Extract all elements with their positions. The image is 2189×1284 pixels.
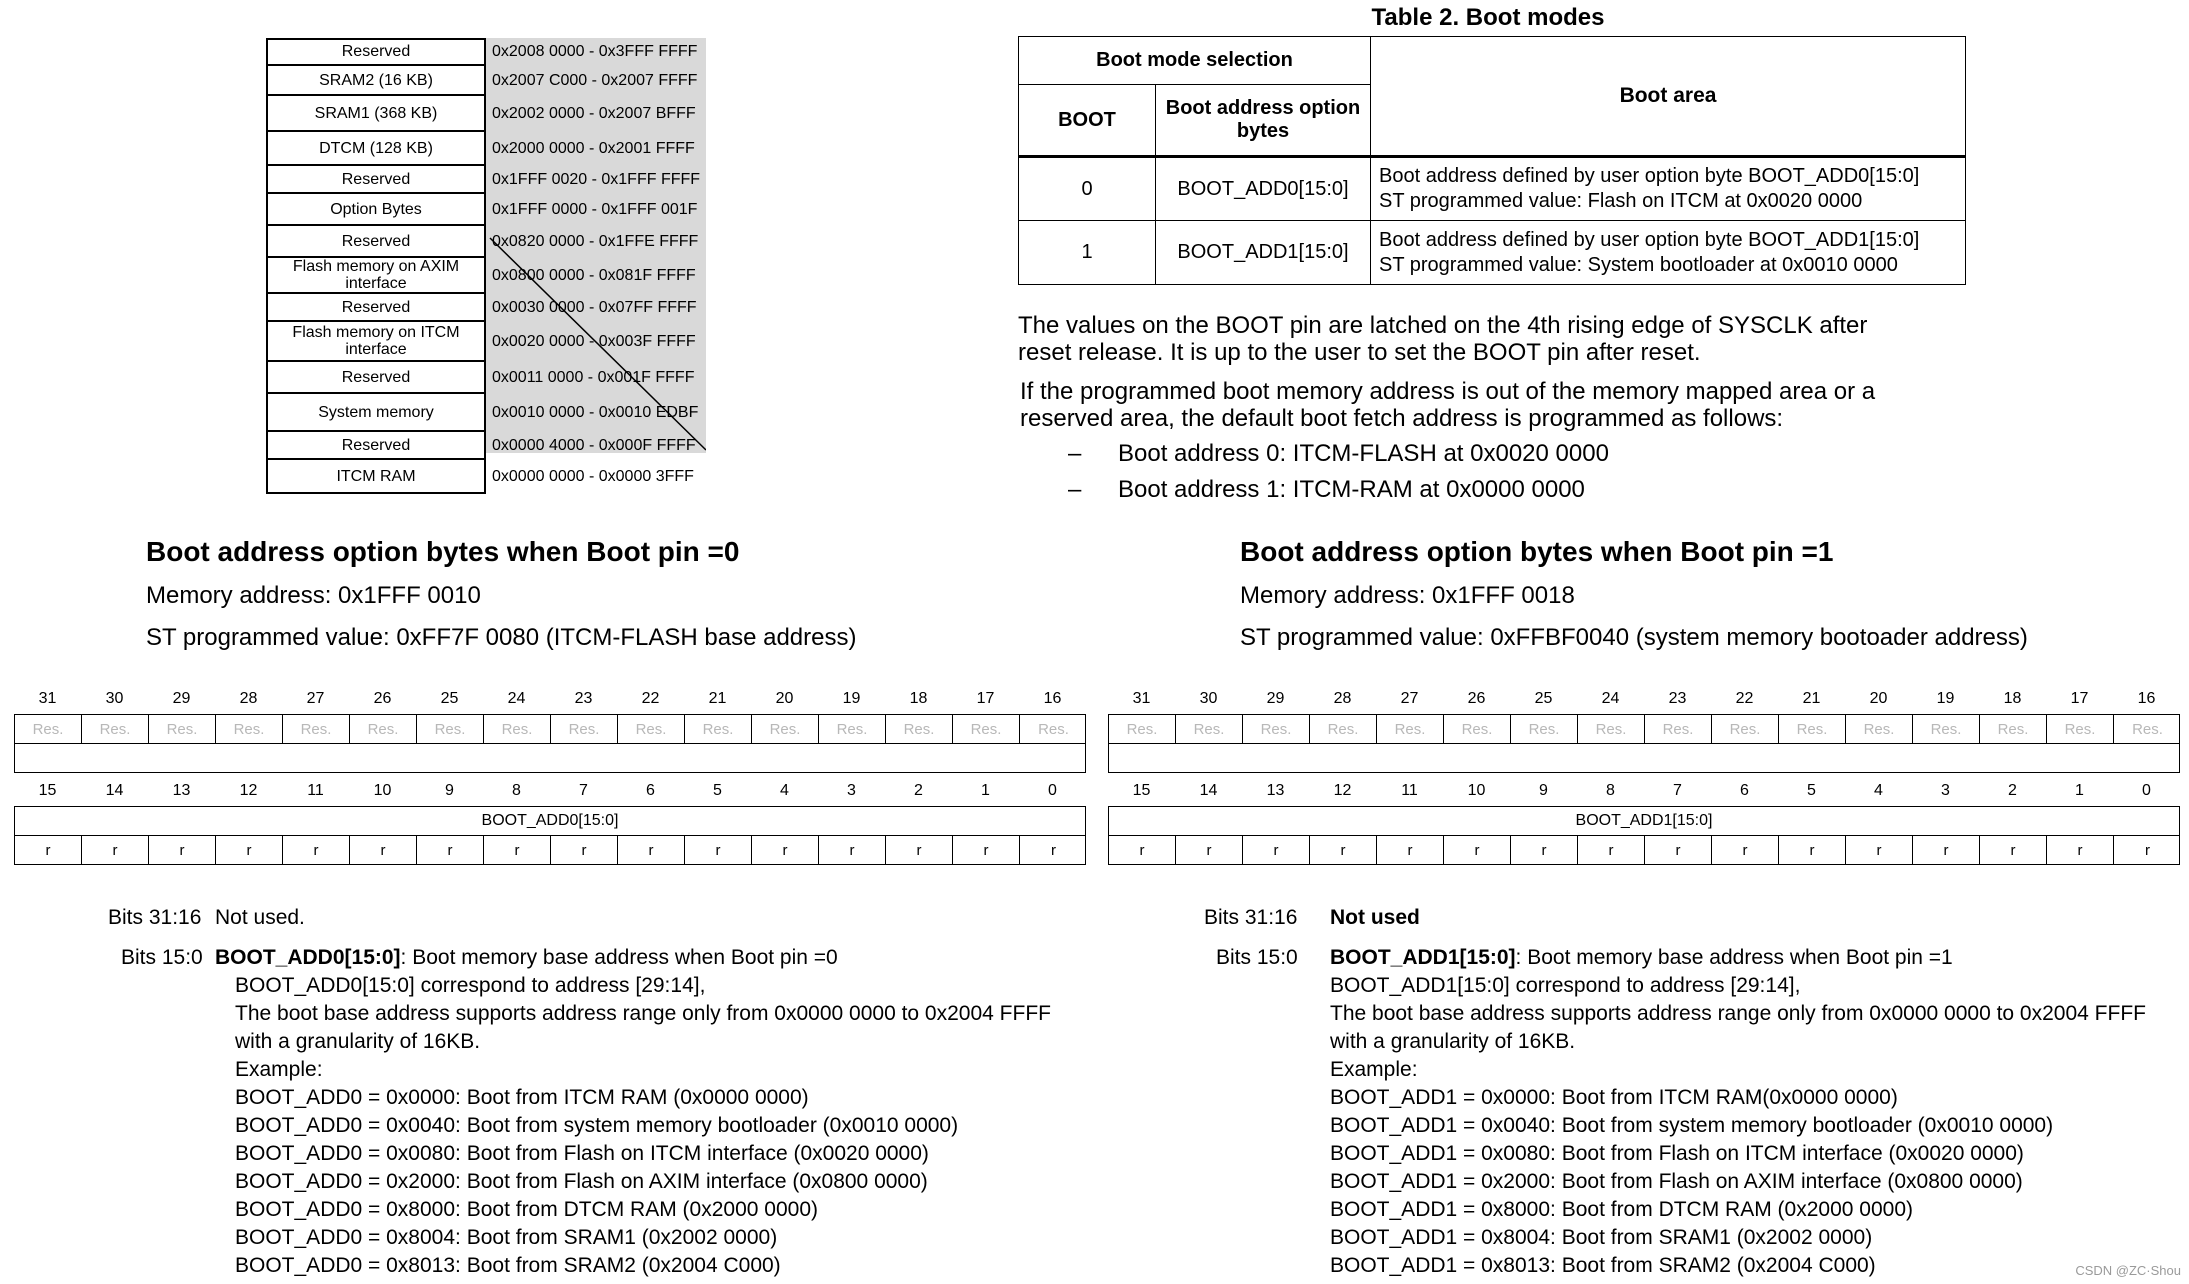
reserved-bit-cell: Res. xyxy=(618,715,685,743)
access-cell: r xyxy=(1051,841,1056,859)
bit-number: 31 xyxy=(38,690,57,707)
header-boot-mode-selection: Boot mode selection xyxy=(1019,37,1371,85)
bit-number: 0 xyxy=(1048,782,1057,799)
left-field-desc: : Boot memory base address when Boot pin =0 xyxy=(400,946,838,969)
access-cell: r xyxy=(618,836,685,864)
bit-number: 11 xyxy=(1401,782,1418,799)
reserved-bit-cell: Res. xyxy=(1310,715,1377,743)
bit-number: 3 xyxy=(847,782,856,799)
bit-number: 28 xyxy=(239,690,258,707)
left-memory-address: Memory address: 0x1FFF 0010 xyxy=(146,582,481,609)
reserved-access-row xyxy=(14,743,1086,773)
access-cell: r xyxy=(1913,836,1980,864)
reserved-bit-cell: Res. xyxy=(350,715,417,743)
reserved-bit-cell: Res. xyxy=(1645,715,1712,743)
bit-number: 2 xyxy=(914,782,923,799)
bit-number: 9 xyxy=(445,782,454,799)
memory-region-label: Reserved xyxy=(266,294,486,322)
description-line: BOOT_ADD0 = 0x2000: Boot from Flash on AXIM interface (0x0800 0000) xyxy=(235,1170,928,1193)
register-diagram-right xyxy=(1108,690,2180,870)
bit-number: 27 xyxy=(306,690,325,707)
bit-number: 26 xyxy=(1467,690,1486,707)
bit-number: 29 xyxy=(1266,690,1285,707)
access-row xyxy=(14,835,1086,865)
bit-number: 2 xyxy=(2008,782,2017,799)
right-memory-address: Memory address: 0x1FFF 0018 xyxy=(1240,582,1575,609)
memory-region-range: 0x0800 0000 - 0x081F FFFF xyxy=(492,267,696,284)
description-line: BOOT_ADD1 = 0x8000: Boot from DTCM RAM (0x2000 0000) xyxy=(1330,1198,1913,1221)
reserved-bit-cell: Res. xyxy=(283,715,350,743)
bit-number: 22 xyxy=(1735,690,1754,707)
bit-number: 8 xyxy=(512,782,521,799)
option-value: BOOT_ADD0[15:0] xyxy=(1156,157,1371,221)
access-cell: r xyxy=(953,836,1020,864)
memory-map-row xyxy=(266,432,706,460)
right-bits-high-label: Bits 31:16 xyxy=(1204,906,1298,929)
memory-region-label: Reserved xyxy=(266,38,486,66)
bit-number: 21 xyxy=(708,690,727,707)
reserved-bit-cell: Res. xyxy=(2047,715,2114,743)
reserved-bit-cell: Res. xyxy=(216,715,283,743)
left-bits-low-label: Bits 15:0 xyxy=(121,946,203,969)
bit-number: 22 xyxy=(641,690,660,707)
right-field-desc: : Boot memory base address when Boot pin =1 xyxy=(1515,946,1953,969)
bullet-mark: – xyxy=(1068,476,1082,503)
memory-region-range: 0x0030 0000 - 0x07FF FFFF xyxy=(492,299,697,316)
reserved-bits-row xyxy=(14,714,1086,744)
access-cell: r xyxy=(1511,836,1578,864)
bit-number: 20 xyxy=(1869,690,1888,707)
bit-number: 10 xyxy=(373,782,392,799)
bit-number: 26 xyxy=(373,690,392,707)
memory-region-label: Reserved xyxy=(266,166,486,194)
boot-value: 1 xyxy=(1019,221,1156,285)
bit-number: 6 xyxy=(646,782,655,799)
reserved-access-row xyxy=(1108,743,2180,773)
memory-region-label: Reserved xyxy=(266,432,486,460)
boot-area-line: Boot address defined by user option byte BOOT_ADD1[15:0] xyxy=(1379,228,1920,251)
bit-number: 6 xyxy=(1740,782,1749,799)
right-bits-low-label: Bits 15:0 xyxy=(1216,946,1298,969)
reserved-bit-cell: Res. xyxy=(149,715,216,743)
bit-number: 20 xyxy=(775,690,794,707)
bit-number: 10 xyxy=(1467,782,1486,799)
table-row xyxy=(1019,157,1966,221)
access-cell: r xyxy=(484,836,551,864)
bit-number: 21 xyxy=(1802,690,1821,707)
memory-region-range: 0x0020 0000 - 0x003F FFFF xyxy=(492,333,696,350)
access-cell: r xyxy=(1779,836,1846,864)
bit-number: 14 xyxy=(1199,782,1218,799)
access-cell: r xyxy=(350,836,417,864)
memory-region-range: 0x2008 0000 - 0x3FFF FFFF xyxy=(492,43,698,60)
bit-number: 17 xyxy=(976,690,995,707)
option-value: BOOT_ADD1[15:0] xyxy=(1156,221,1371,285)
description-line: with a granularity of 16KB. xyxy=(235,1030,481,1053)
register-diagram-left xyxy=(14,690,1086,870)
description-line: BOOT_ADD1 = 0x8013: Boot from SRAM2 (0x2004 C000) xyxy=(1330,1254,1876,1277)
boot-area-line: ST programmed value: System bootloader at 0x0010 0000 xyxy=(1379,253,1898,276)
memory-map-row xyxy=(266,362,706,394)
memory-region-label: Flash memory on ITCM interface xyxy=(266,322,486,362)
left-st-value: ST programmed value: 0xFF7F 0080 (ITCM-FLASH base address) xyxy=(146,624,857,651)
boot-value: 0 xyxy=(1019,157,1156,221)
memory-map-row xyxy=(266,294,706,322)
bit-number: 13 xyxy=(1266,782,1285,799)
memory-region-label: SRAM1 (368 KB) xyxy=(266,96,486,132)
boot-pin-note: The values on the BOOT pin are latched on the 4th rising edge of SYSCLK after reset release. It is up to the user to set the BOOT pin after reset. xyxy=(1018,312,1868,366)
memory-map-row xyxy=(266,226,706,258)
right-st-value: ST programmed value: 0xFFBF0040 (system memory bootoader address) xyxy=(1240,624,2028,651)
reserved-bit-cell: Res. xyxy=(685,715,752,743)
description-line: Example: xyxy=(235,1058,323,1081)
reserved-bit-cell: Res. xyxy=(1578,715,1645,743)
memory-map-row xyxy=(266,132,706,166)
access-cell: r xyxy=(216,836,283,864)
memory-region-range: 0x2002 0000 - 0x2007 BFFF xyxy=(492,105,696,122)
description-line: BOOT_ADD1 = 0x0000: Boot from ITCM RAM(0x0000 0000) xyxy=(1330,1086,1898,1109)
memory-region-label: DTCM (128 KB) xyxy=(266,132,486,166)
access-cell: r xyxy=(283,836,350,864)
bit-number: 12 xyxy=(239,782,258,799)
memory-region-range: 0x0011 0000 - 0x001F FFFF xyxy=(492,369,695,386)
access-cell: r xyxy=(149,836,216,864)
bit-number: 5 xyxy=(1807,782,1816,799)
access-cell: r xyxy=(819,836,886,864)
access-cell: r xyxy=(1712,836,1779,864)
bit-number: 5 xyxy=(713,782,722,799)
right-bits-high-text: Not used xyxy=(1330,906,1420,929)
header-boot: BOOT xyxy=(1019,85,1156,157)
description-line: The boot base address supports address range only from 0x0000 0000 to 0x2004 FFFF xyxy=(1330,1002,2146,1025)
memory-region-range: 0x0010 0000 - 0x0010 EDBF xyxy=(492,404,699,421)
memory-map-row xyxy=(266,394,706,432)
bit-number: 15 xyxy=(38,782,57,799)
field-name-row: BOOT_ADD1[15:0] xyxy=(1108,806,2180,836)
boot-area-line: Boot address defined by user option byte BOOT_ADD0[15:0] xyxy=(1379,165,1920,187)
access-cell: r xyxy=(1980,836,2047,864)
access-cell: r xyxy=(1645,836,1712,864)
left-bits-high-label: Bits 31:16 xyxy=(108,906,202,929)
right-field-name: BOOT_ADD1[15:0] xyxy=(1330,946,1516,969)
memory-map-row xyxy=(266,96,706,132)
bit-number: 13 xyxy=(172,782,191,799)
reserved-bit-cell: Res. xyxy=(886,715,953,743)
memory-region-label: System memory xyxy=(266,394,486,432)
memory-map-row xyxy=(266,38,706,66)
description-line: BOOT_ADD0 = 0x0080: Boot from Flash on ITCM interface (0x0020 0000) xyxy=(235,1142,929,1165)
reserved-bit-cell: Res. xyxy=(1779,715,1846,743)
access-cell: r xyxy=(417,836,484,864)
access-row xyxy=(1108,835,2180,865)
description-line: with a granularity of 16KB. xyxy=(1330,1030,1576,1053)
description-line: BOOT_ADD1 = 0x2000: Boot from Flash on AXIM interface (0x0800 0000) xyxy=(1330,1170,2023,1193)
bit-number: 1 xyxy=(981,782,990,799)
bit-number: 19 xyxy=(1936,690,1955,707)
bit-number: 8 xyxy=(1606,782,1615,799)
reserved-bit-cell: Res. xyxy=(819,715,886,743)
description-line: BOOT_ADD1 = 0x0040: Boot from system memory bootloader (0x0010 0000) xyxy=(1330,1114,2054,1137)
memory-region-label: Reserved xyxy=(266,226,486,258)
access-cell: r xyxy=(551,836,618,864)
bit-number: 17 xyxy=(2070,690,2089,707)
description-line: BOOT_ADD0 = 0x8000: Boot from DTCM RAM (0x2000 0000) xyxy=(235,1198,818,1221)
access-cell: r xyxy=(886,836,953,864)
memory-map xyxy=(266,38,706,494)
field-name-row: BOOT_ADD0[15:0] xyxy=(14,806,1086,836)
table-row xyxy=(1019,221,1966,285)
access-cell: r xyxy=(1176,836,1243,864)
memory-region-range: 0x1FFF 0000 - 0x1FFF 001F xyxy=(492,201,698,218)
access-cell: r xyxy=(685,836,752,864)
description-line: BOOT_ADD1 = 0x8004: Boot from SRAM1 (0x2002 0000) xyxy=(1330,1226,1873,1249)
access-cell: r xyxy=(1243,836,1310,864)
memory-region-label: ITCM RAM xyxy=(266,460,486,494)
description-line: BOOT_ADD1[15:0] correspond to address [29:14], xyxy=(1330,974,1801,997)
description-line: BOOT_ADD0 = 0x8004: Boot from SRAM1 (0x2002 0000) xyxy=(235,1226,778,1249)
description-line: BOOT_ADD0 = 0x0040: Boot from system memory bootloader (0x0010 0000) xyxy=(235,1114,959,1137)
left-field-name: BOOT_ADD0[15:0] xyxy=(215,946,401,969)
bit-number: 16 xyxy=(2137,690,2156,707)
access-cell: r xyxy=(15,836,82,864)
memory-region-label: Option Bytes xyxy=(266,194,486,226)
bit-number: 11 xyxy=(307,782,324,799)
left-bits-low-title xyxy=(215,944,838,972)
reserved-bit-cell: Res. xyxy=(1444,715,1511,743)
bit-number: 24 xyxy=(1601,690,1620,707)
bit-number: 29 xyxy=(172,690,191,707)
reserved-bit-cell: Res. xyxy=(1846,715,1913,743)
bit-number: 24 xyxy=(507,690,526,707)
bit-number: 15 xyxy=(1132,782,1151,799)
reserved-bit-cell: Res. xyxy=(82,715,149,743)
access-cell: r xyxy=(752,836,819,864)
reserved-bit-cell: Res. xyxy=(1511,715,1578,743)
bit-number: 1 xyxy=(2075,782,2084,799)
bit-number: 4 xyxy=(780,782,789,799)
bit-number: 25 xyxy=(1534,690,1553,707)
bullet-item: Boot address 0: ITCM-FLASH at 0x0020 0000 xyxy=(1118,440,1609,467)
boot-area-cell xyxy=(1371,221,1966,285)
bit-number: 9 xyxy=(1539,782,1548,799)
memory-region-label: SRAM2 (16 KB) xyxy=(266,66,486,96)
reserved-bit-cell: Res. xyxy=(1980,715,2047,743)
bit-number: 27 xyxy=(1400,690,1419,707)
reserved-bit-cell: Res. xyxy=(1038,720,1069,738)
bullet-mark: – xyxy=(1068,440,1082,467)
access-cell: r xyxy=(1578,836,1645,864)
reserved-bit-cell: Res. xyxy=(417,715,484,743)
bit-number: 19 xyxy=(842,690,861,707)
bullet-item: Boot address 1: ITCM-RAM at 0x0000 0000 xyxy=(1118,476,1585,503)
memory-map-row xyxy=(266,166,706,194)
reserved-bit-cell: Res. xyxy=(1377,715,1444,743)
reserved-bit-cell: Res. xyxy=(1176,715,1243,743)
access-cell: r xyxy=(2145,841,2150,859)
bit-number: 0 xyxy=(2142,782,2151,799)
table-title: Table 2. Boot modes xyxy=(1371,4,1605,31)
reserved-bit-cell: Res. xyxy=(15,715,82,743)
access-cell: r xyxy=(2047,836,2114,864)
memory-map-row xyxy=(266,66,706,96)
bit-number: 18 xyxy=(909,690,928,707)
memory-region-label: Reserved xyxy=(266,362,486,394)
watermark: CSDN @ZC·Shou xyxy=(2075,1263,2181,1278)
left-heading: Boot address option bytes when Boot pin =0 xyxy=(146,536,740,567)
bit-number: 7 xyxy=(579,782,588,799)
header-boot-area: Boot area xyxy=(1371,37,1966,157)
right-bits-low-title xyxy=(1330,944,1953,972)
description-line: BOOT_ADD0[15:0] correspond to address [29:14], xyxy=(235,974,706,997)
bit-number: 16 xyxy=(1043,690,1062,707)
access-cell: r xyxy=(1310,836,1377,864)
reserved-bits-row xyxy=(1108,714,2180,744)
memory-region-label: Flash memory on AXIM interface xyxy=(266,258,486,294)
reserved-bit-cell: Res. xyxy=(752,715,819,743)
reserved-bit-cell: Res. xyxy=(1913,715,1980,743)
description-line: BOOT_ADD0 = 0x8013: Boot from SRAM2 (0x2004 C000) xyxy=(235,1254,781,1277)
bit-number: 28 xyxy=(1333,690,1352,707)
bit-number: 3 xyxy=(1941,782,1950,799)
reserved-bit-cell: Res. xyxy=(953,715,1020,743)
memory-region-range: 0x0820 0000 - 0x1FFE FFFF xyxy=(492,233,699,250)
bit-number: 25 xyxy=(440,690,459,707)
access-cell: r xyxy=(1109,836,1176,864)
description-line: The boot base address supports address range only from 0x0000 0000 to 0x2004 FFFF xyxy=(235,1002,1051,1025)
left-bits-high-text: Not used. xyxy=(215,906,305,929)
access-cell: r xyxy=(1846,836,1913,864)
bit-number: 31 xyxy=(1132,690,1151,707)
reserved-bit-cell: Res. xyxy=(1712,715,1779,743)
boot-area-cell xyxy=(1371,157,1966,221)
memory-region-range: 0x0000 4000 - 0x000F FFFF xyxy=(492,437,696,454)
memory-region-range: 0x2007 C000 - 0x2007 FFFF xyxy=(492,72,698,89)
reserved-bit-cell: Res. xyxy=(2132,720,2163,738)
memory-region-range: 0x2000 0000 - 0x2001 FFFF xyxy=(492,140,695,157)
bit-number: 4 xyxy=(1874,782,1883,799)
description-line: BOOT_ADD0 = 0x0000: Boot from ITCM RAM (0x0000 0000) xyxy=(235,1086,809,1109)
header-boot-address-option: Boot address option bytes xyxy=(1156,85,1371,157)
reserved-bit-cell: Res. xyxy=(484,715,551,743)
memory-map-row xyxy=(266,194,706,226)
memory-region-range: 0x1FFF 0020 - 0x1FFF FFFF xyxy=(492,171,701,188)
memory-map-row xyxy=(266,258,706,294)
bit-number: 18 xyxy=(2003,690,2022,707)
reserved-bit-cell: Res. xyxy=(551,715,618,743)
boot-fallback-note: If the programmed boot memory address is out of the memory mapped area or a reserved area, the default boot fetch address is programmed as follows: xyxy=(1020,378,1876,432)
boot-modes-table xyxy=(1018,36,1966,285)
boot-area-line: ST programmed value: Flash on ITCM at 0x0020 0000 xyxy=(1379,190,1863,212)
access-cell: r xyxy=(82,836,149,864)
bit-number: 23 xyxy=(1668,690,1687,707)
memory-map-row xyxy=(266,460,706,494)
bit-number: 14 xyxy=(105,782,124,799)
reserved-bit-cell: Res. xyxy=(1109,715,1176,743)
right-heading: Boot address option bytes when Boot pin =1 xyxy=(1240,536,1834,567)
access-cell: r xyxy=(1444,836,1511,864)
bit-number: 12 xyxy=(1333,782,1352,799)
bit-number: 7 xyxy=(1673,782,1682,799)
memory-region-range: 0x0000 0000 - 0x0000 3FFF xyxy=(492,468,694,485)
reserved-bit-cell: Res. xyxy=(1243,715,1310,743)
memory-map-row xyxy=(266,322,706,362)
access-cell: r xyxy=(1377,836,1444,864)
description-line: BOOT_ADD1 = 0x0080: Boot from Flash on ITCM interface (0x0020 0000) xyxy=(1330,1142,2024,1165)
description-line: Example: xyxy=(1330,1058,1418,1081)
bit-number: 30 xyxy=(1199,690,1218,707)
bit-number: 30 xyxy=(105,690,124,707)
bit-number: 23 xyxy=(574,690,593,707)
